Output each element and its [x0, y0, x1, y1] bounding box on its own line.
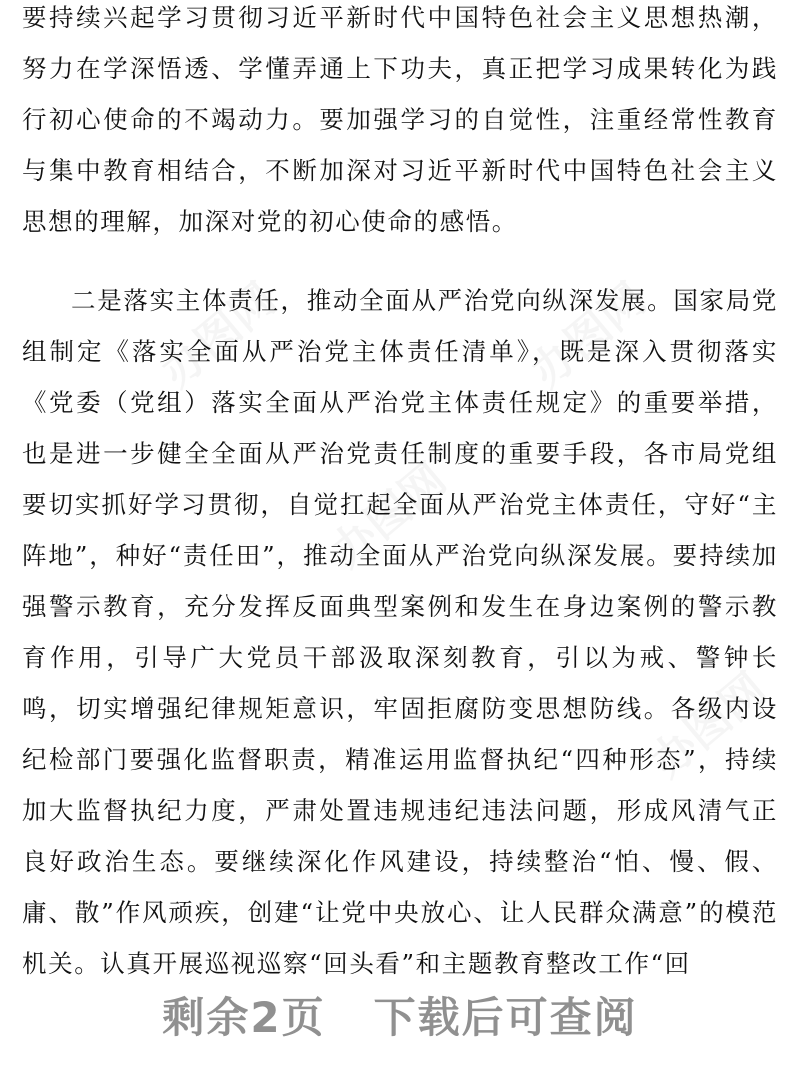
- body-paragraph-study: 要持续兴起学习贯彻习近平新时代中国特色社会主义思想热潮，努力在学深悟透、学懂弄通上下功夫，真正把学习成果转化为践行初心使命的不竭动力。要加强学习的自觉性，注重经常性教育与集中教育相结合，不断加深对习近平新时代中国特色社会主义思想的理解，加深对党的初心使命的感悟。: [22, 3, 778, 236]
- watermark: 办图网: [641, 663, 776, 788]
- body-paragraph-responsibility: 二是落实主体责任，推动全面从严治党向纵深发展。国家局党组制定《落实全面从严治党主体责任清单》，既是深入贯彻落实《党委（党组）落实全面从严治党主体责任规定》的重要举措，也是进一步健全全面从严治党责任制度的重要手段，各市局党组要切实抓好学习贯彻，自觉扛起全面从严治党主体责任，守好“主阵地”，种好“责任田”，推动全面从严治党向纵深发展。要持续加强警示教育，充分发挥反面典型案例和发生在身边案例的警示教育作用，引导广大党员干部汲取深刻教育，引以为戒、警钟长鸣，切实增强纪律规矩意识，牢固拒腐防变思想防线。各级内设纪检部门要强化监督职责，精准运用监督执纪“四种形态”，持续加大监督执纪力度，严肃处置违规违纪违法问题，形成风清气正良好政治生态。要继续深化作风建设，持续整治“怕、慢、假、庸、散”作风顽疾，创建“让党中央放心、让人民群众满意”的模范机关。认真开展巡视巡察“回头看”和主题教育整改工作“回: [22, 286, 778, 978]
- watermark: 办图网: [521, 273, 656, 398]
- download-hint-label: 下载后可查阅: [373, 993, 638, 1042]
- watermark: 办图网: [151, 273, 286, 398]
- watermark: 办图网: [321, 453, 456, 578]
- remaining-pages-label: 剩余2页: [162, 993, 326, 1042]
- download-notice[interactable]: [0, 985, 800, 1045]
